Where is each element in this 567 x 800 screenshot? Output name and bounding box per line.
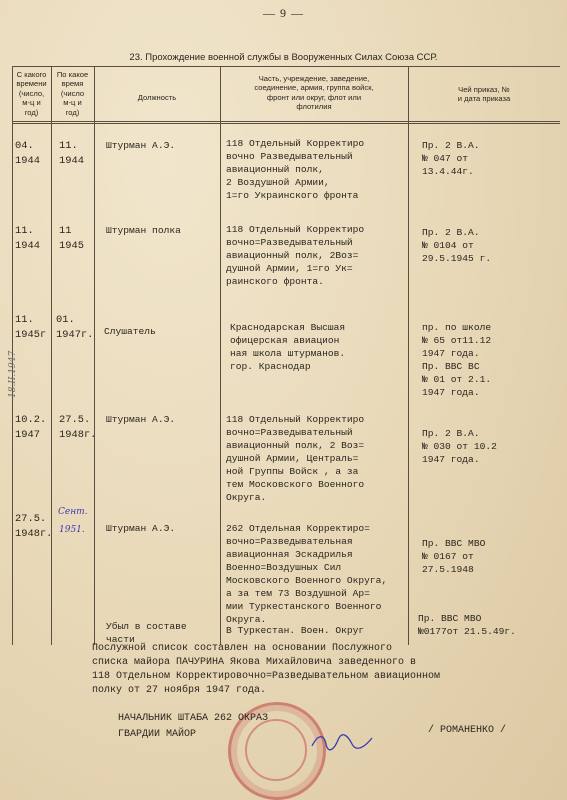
row4-to: 27.5. 1948г. (59, 414, 97, 441)
row4-unit: 118 Отдельный Корректиро вочно=Разведывательный авиационный полк, 2 Воз= душной Армии, Централь= ной Группы Войск , а за тем Московского Военного Округа. (226, 414, 365, 503)
row2-unit: 118 Отдельный Корректиро вочно=Разведывательный авиационный полк, 2Воз= душной Армии, 1=го Ук= раинского фронта. (226, 224, 365, 287)
service-table (12, 66, 560, 645)
row6-unit: В Туркестан. Воен. Округ (226, 625, 365, 636)
row3-to: 01. 1947г. (56, 314, 94, 341)
header-order: Чей приказ, № и дата приказа (457, 85, 511, 104)
row1-position: Штурман А.Э. (106, 140, 176, 151)
row6-order: Пр. ВВС МВО №0177от 21.5.49г. (418, 613, 516, 637)
row2-to: 11 1945 (59, 225, 84, 252)
compilation-note: Послужной список составлен на основании Послужного списка майора ПАЧУРИНА Якова Михайловича заведенного в 118 Отдельном Корректировочно=Разведывательном авиационном полку от 27 ноября 1947 года. (92, 643, 441, 696)
signature-title-2: ГВАРДИИ МАЙОР (118, 729, 197, 740)
row5-position: Штурман А.Э. (106, 523, 176, 534)
row1-unit: 118 Отдельный Корректиро вочно Разведывательный авиационный полк, 2 Воздушной Армии, 1=го Украинского фронта (226, 138, 365, 201)
row3-position: Слушатель (104, 326, 156, 337)
row6-position: Убыл в составе части (106, 621, 187, 645)
header-unit: Часть, учреждение, заведение, соединение, армия, группа войск, фронт или округ, флот или флотилия (254, 74, 374, 112)
header-divider (12, 123, 560, 124)
signature-name: / РОМАНЕНКО / (428, 725, 507, 736)
row1-order: Пр. 2 В.А. № 047 от 13.4.44г. (422, 140, 480, 177)
row5-unit: 262 Отдельная Корректиро= вочно=Разведывательная авиационная Эскадрилья Военно=Воздушных Сил Московского Военного Округа, а за тем 73 Воздушной Ар= мии Туркестанского Военного Округа. (226, 523, 388, 625)
section-title: 23. Прохождение военной службы в Вооруженных Силах Союза ССР. (129, 52, 438, 63)
row4-order: Пр. 2 В.А. № 030 от 10.2 1947 года. (422, 428, 497, 465)
col-divider (51, 67, 52, 645)
header-from: С какого времени (число, м-ц и год) (16, 70, 47, 117)
row4-from: 10.2. 1947 (15, 414, 47, 441)
signature-title-1: НАЧАЛЬНИК ШТАБА 262 ОКРАЗ (118, 713, 269, 724)
row1-to: 11. 1944 (59, 140, 84, 167)
row5-from: 27.5. 1948г. (15, 513, 53, 540)
header-position: Должность (137, 93, 177, 102)
row3-from: 11. 1945г (15, 314, 47, 341)
header-divider (12, 121, 560, 122)
signature (308, 730, 376, 754)
row5-order: Пр. ВВС МВО № 0167 от 27.5.1948 (422, 538, 486, 575)
row3-unit: Краснодарская Высшая офицерская авиацион ная школа штурманов. гор. Краснодар (230, 322, 346, 372)
col-divider (220, 67, 221, 645)
row1-from: 04. 1944 (15, 140, 40, 167)
row2-position: Штурман полка (106, 225, 181, 236)
row4-position: Штурман А.Э. (106, 414, 176, 425)
page-number: — 9 — (263, 6, 304, 20)
col-divider (408, 67, 409, 645)
row5-to-handwritten: Сент. (58, 507, 88, 517)
row2-from: 11. 1944 (15, 225, 40, 252)
margin-handwritten-date: 18.II.1947 (8, 350, 18, 398)
row5-to: 1951. (59, 525, 85, 535)
row2-order: Пр. 2 В.А. № 0104 от 29.5.1945 г. (422, 227, 492, 264)
header-to: По какое время (число м-ц и год) (56, 70, 89, 117)
col-divider (94, 67, 95, 645)
row3-order: пр. по школе № 65 от11.12 1947 года. Пр. ВВС ВС № 01 от 2.1. 1947 года. (422, 322, 492, 398)
